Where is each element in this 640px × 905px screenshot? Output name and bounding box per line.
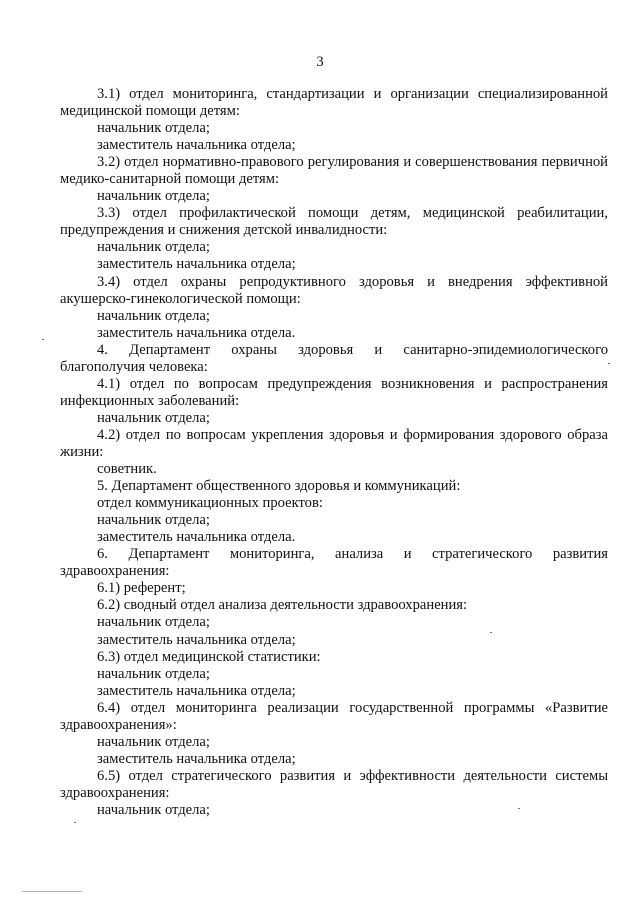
document-paragraph: 3.1) отдел мониторинга, стандартизации и организации специализированной медицинской помощи детям: [60,86,608,120]
document-line: начальник отдела; [97,239,210,256]
document-paragraph: 3.2) отдел нормативно-правового регулирования и совершенствования первичной медико-санитарной помощи детям: [60,154,608,188]
document-line: 6.3) отдел медицинской статистики: [97,648,321,665]
document-line: начальник отдела; [97,614,210,631]
document-paragraph: 3.3) отдел профилактической помощи детям, медицинской реабилитации, предупреждения и снижения детской инвалидности: [60,205,608,239]
document-line: заместитель начальника отдела. [97,529,296,546]
document-line: отдел коммуникационных проектов: [97,495,323,512]
document-line: 6.2) сводный отдел анализа деятельности здравоохранения: [97,597,468,614]
document-paragraph: 6.4) отдел мониторинга реализации государственной программы «Развитие здравоохранения»: [60,699,608,733]
document-body [60,86,608,819]
document-paragraph: 4.1) отдел по вопросам предупреждения возникновения и распространения инфекционных заболеваний: [60,375,608,409]
document-line: начальник отдела; [97,665,210,682]
document-line: заместитель начальника отдела; [97,631,296,648]
document-line: начальник отдела; [97,801,210,818]
document-line: заместитель начальника отдела. [97,324,296,341]
scan-speck [490,632,492,633]
document-line: начальник отдела; [97,512,210,529]
document-line: заместитель начальника отдела; [97,137,296,154]
document-paragraph: 6.5) отдел стратегического развития и эффективности деятельности системы здравоохранения: [60,767,608,801]
document-line: начальник отдела; [97,307,210,324]
document-line: советник. [97,461,157,478]
document-line: начальник отдела; [97,733,210,750]
document-paragraph: 6. Департамент мониторинга, анализа и стратегического развития здравоохранения: [60,546,608,580]
document-paragraph: 4. Департамент охраны здоровья и санитарно-эпидемиологического благополучия человека: [60,341,608,375]
document-line: заместитель начальника отдела; [97,682,296,699]
scan-speck [608,363,610,364]
scan-speck [42,339,44,340]
scan-speck [518,808,520,809]
page-number: 3 [316,54,324,70]
document-line: начальник отдела; [97,188,210,205]
document-line: начальник отдела; [97,409,210,426]
scan-speck [74,822,76,823]
document-line: 5. Департамент общественного здоровья и коммуникаций: [97,478,461,495]
document-paragraph: 3.4) отдел охраны репродуктивного здоровья и внедрения эффективной акушерско-гинекологической помощи: [60,273,608,307]
document-line: начальник отдела; [97,120,210,137]
document-paragraph: 4.2) отдел по вопросам укрепления здоровья и формирования здорового образа жизни: [60,426,608,460]
scan-speck [22,891,82,892]
document-line: заместитель начальника отдела; [97,256,296,273]
document-line: заместитель начальника отдела; [97,750,296,767]
document-line: 6.1) референт; [97,580,186,597]
